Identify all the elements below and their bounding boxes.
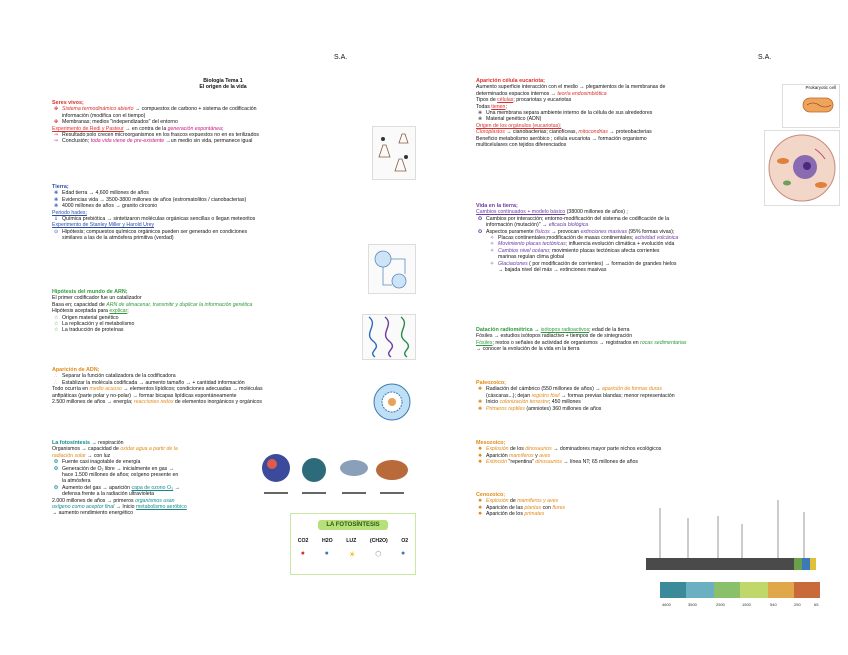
- subheading: Origen de los orgánulos (eucariotas);: [476, 122, 562, 129]
- bullet-icon: ✸: [478, 504, 483, 511]
- text: Beneficio metabolismo aeróbico ; célula eucariota → formación organismo: [476, 135, 647, 142]
- header-initials: S.A.: [758, 54, 772, 61]
- text: → línea NT; 65 millones de años: [563, 459, 638, 466]
- text: aparición de formas duras: [601, 386, 662, 393]
- text: información (mutación)" →: [486, 222, 548, 229]
- text: Primeros reptiles: [486, 405, 525, 412]
- text: medio acuoso: [89, 386, 122, 393]
- text: mamíferos: [509, 452, 534, 459]
- text: Datación radiométrica: [476, 327, 533, 333]
- text: ( por modificación de corrientes) → formación de grandes hielos: [529, 260, 677, 267]
- section-seres-vivos: Seres vivos; ✤ Sistema termodinámico abierto → compuestos de carbono + sistema de codificación información (modifica con el tiempo) ✤ Membranas; medios "independizados" del entorno Experimento de Redi y Pasteur → en contra de la generación espontánea; ⇒ Resultado;solo crecen microorganismos en los frascos expuestos no en es terilizados ⇒ Conclusión; toda vida viene de pre-existente →un medio sin vida, permanece igual: [52, 100, 372, 145]
- text: El primer codificador fue un catalizador: [52, 295, 142, 302]
- photosynthesis-card: [290, 513, 416, 575]
- equation: [291, 538, 415, 544]
- timeline-tick: 540: [770, 602, 777, 607]
- bullet-icon: ✹: [478, 452, 483, 459]
- timeline-tick: 3500: [688, 602, 697, 607]
- text: influencia evolución climática + evolución vida: [568, 241, 675, 248]
- right-page: [424, 0, 848, 655]
- text: → dominadores mayor parte nichos ecológicos: [553, 446, 662, 453]
- micelle-image: [372, 382, 412, 422]
- text: ; 450 millones: [548, 399, 581, 406]
- text: Aumento del gas → aparición: [62, 484, 131, 491]
- text: dinosaurios: [525, 446, 552, 453]
- text: (amniotes) 360 millones de años: [526, 405, 602, 412]
- text: físicos: [535, 228, 550, 235]
- text: metabolismo aeróbico: [135, 504, 187, 511]
- timeline-tick: 2500: [716, 602, 725, 607]
- section-heading: Tierra;: [52, 184, 69, 190]
- section-adn: [52, 367, 372, 405]
- text: La traducción de proteínas: [62, 327, 124, 334]
- text: capa de ozono O₃: [131, 484, 174, 491]
- text: Extinción: [486, 459, 508, 466]
- text: marinas regulan clima global: [498, 254, 565, 261]
- bullet-icon: ❂: [54, 484, 59, 491]
- section-heading: Cenozoico;: [476, 492, 506, 498]
- text: Origen material genético: [62, 314, 119, 321]
- text: mamíferos y aves: [517, 498, 559, 505]
- text: Tipos de: [476, 97, 496, 104]
- bullet-icon: ✧: [490, 241, 495, 248]
- text: Todo ocurría en: [52, 386, 89, 393]
- bullet-icon: ✧: [490, 247, 495, 254]
- text: Cambios continuados + modelo básico: [476, 209, 566, 216]
- text: similares a las de la atmósfera primitiva (verdad): [62, 235, 174, 242]
- text: "repentina": [508, 459, 534, 466]
- droplet-icon: ●: [324, 550, 329, 557]
- oxygen-icon: ●: [400, 550, 406, 557]
- text: ; restos o señales de actividad de organismos → registrados en: [492, 339, 639, 346]
- text: generación espontánea: [167, 125, 222, 132]
- text: eficacia biológica: [548, 222, 589, 229]
- page-title: [178, 78, 268, 91]
- text: extinciones masivas: [580, 228, 628, 235]
- text: mitocondrias: [578, 129, 608, 136]
- text: plantas: [524, 504, 542, 511]
- text: La fotosíntesis: [52, 440, 91, 446]
- text: Todas: [476, 103, 490, 110]
- text: → elementos lipídicos; condiciones adecuadas → moléculas: [123, 386, 263, 393]
- card-title: LA FOTOSÍNTESIS: [318, 520, 388, 530]
- text: → bajada nivel del más → extinciones masivas: [498, 267, 607, 274]
- text: → formas previas blandas; menor representación: [561, 392, 675, 399]
- bullet-icon: ✪: [478, 228, 483, 235]
- bullet-icon: ✧: [490, 235, 495, 242]
- section-vida-tierra: [476, 203, 794, 273]
- text: organismos usan: [135, 497, 175, 504]
- text: → Inicio: [115, 504, 135, 511]
- text: la atmósfera: [62, 478, 91, 485]
- bullet-icon: ☆: [54, 314, 59, 321]
- text: toda vida viene de pre-existente: [90, 138, 165, 145]
- text: → respiración: [91, 440, 124, 446]
- bullet-icon: ✹: [478, 459, 483, 466]
- text: (38000 millones de años) ;: [566, 209, 628, 216]
- geologic-timeline: [626, 488, 838, 608]
- bullet-icon: ❀: [478, 116, 483, 123]
- header-initials: S.A.: [334, 54, 348, 61]
- text: Movimiento placas tectónicas;: [498, 241, 568, 248]
- eq-term: CO2: [297, 538, 309, 544]
- bullet-icon: ❀: [478, 110, 483, 117]
- text: de los: [509, 446, 524, 453]
- bullet-icon: ❂: [54, 465, 59, 472]
- bullet-icon: ∴: [54, 379, 58, 386]
- eq-term: LUZ: [346, 538, 357, 544]
- dna-rna-image: [362, 314, 416, 360]
- title-line-2: El origen de la vida: [199, 84, 247, 91]
- eq-term: (CH2O): [369, 538, 388, 544]
- text: de elementos inorgánicos y orgánicos: [174, 399, 262, 406]
- eukaryotic-cell-image: [764, 130, 840, 206]
- text: información (modifica con el tiempo): [62, 112, 146, 119]
- text: determinados espacios internos →: [476, 90, 556, 97]
- text: anfipáticas (parte polar y no-polar) → formar bicapas lipídicas espontáneamente: [52, 392, 237, 399]
- text: oxígeno como aceptor final: [52, 504, 115, 511]
- section-paleozoico: [476, 380, 806, 412]
- text: Aspectos puramente: [486, 228, 534, 235]
- cells-illustration: [258, 440, 414, 504]
- text: ; edad de la tierra: [589, 327, 630, 333]
- section-tierra: [52, 184, 382, 242]
- text: con: [542, 504, 551, 511]
- text: Generación de O₂ libre → inicialmente en gas →: [62, 465, 174, 472]
- text: movimiento placas tectónicas afecta corrientes: [551, 247, 660, 254]
- eq-term: H2O: [321, 538, 333, 544]
- section-heading: Vida en la tierra;: [476, 203, 518, 209]
- text: células: [497, 97, 514, 104]
- timeline-tick: 1500: [742, 602, 751, 607]
- text: y: [535, 452, 538, 459]
- text: Radiación del cámbrico (550 millones de años) →: [486, 386, 601, 393]
- bullet-icon: ☆: [54, 321, 59, 328]
- text: 2.500 millones de años → energía;: [52, 399, 133, 406]
- text: →un medio sin vida, permanece igual: [165, 138, 253, 145]
- text: Separar la función catalizadora de la codificadora: [62, 373, 176, 380]
- section-cenozoico: [476, 492, 636, 518]
- text: Establizar la molécula codificada → aumento tamaño → + cantidad información: [62, 379, 245, 386]
- text: Cloroplastos: [476, 129, 505, 136]
- text: Fósiles → estudios isótopos radiactivo + tiempos de de sintegración: [476, 333, 633, 340]
- text: dinosaurios: [535, 459, 562, 466]
- text: Membranas; medios "independizados" del entorno: [62, 119, 178, 126]
- text: ; procariotas y eucariotas: [513, 97, 572, 104]
- text: tienen: [491, 103, 506, 110]
- text: Aparición: [486, 452, 508, 459]
- bullet-icon: ✤: [54, 106, 59, 113]
- text: teoría endosimbiótica: [557, 90, 607, 97]
- section-datacion: [476, 327, 806, 353]
- text: registro fósil: [531, 392, 560, 399]
- text: Aparición de los: [486, 511, 523, 518]
- text: oxidar agua a partir de la: [120, 446, 178, 453]
- text: multicelulares con tejidos diferenciados: [476, 142, 567, 149]
- bullet-icon: ✪: [478, 215, 483, 222]
- text: Sistema termodinámico abierto: [62, 106, 134, 113]
- text: → proteobacterias: [609, 129, 652, 136]
- text: primates: [524, 511, 545, 518]
- text: La replicación y el metabolismo: [62, 321, 135, 328]
- text: → en contra de la: [125, 125, 167, 132]
- section-heading: Aparición de ADN;: [52, 367, 100, 373]
- section-heading: Paleozoico;: [476, 380, 506, 386]
- miller-apparatus-image: [368, 244, 416, 294]
- text: → cianobacterias; cianofíceas,: [506, 129, 577, 136]
- section-mesozoico: [476, 440, 806, 466]
- title-line-1: Biología Tema 1: [203, 78, 243, 84]
- text: explicar: [109, 308, 128, 315]
- text: Placas continentales;modificación de masas continentales;: [498, 235, 634, 242]
- bullet-icon: ✺: [478, 405, 483, 412]
- text: hace 1.500 millones de años; oxígeno presente en: [62, 472, 179, 479]
- text: Explosión: [486, 446, 509, 453]
- section-heading: Seres vivos;: [52, 100, 84, 106]
- subheading: Periodo hades;: [52, 209, 87, 216]
- bullet-icon: ✧: [490, 260, 495, 267]
- text: →: [174, 484, 180, 491]
- sun-icon: ☀: [348, 550, 356, 559]
- text: Organismos → capacidad de: [52, 446, 119, 453]
- text: Una membrana separa ambiente interno de la célula de sus alrededores: [486, 110, 653, 117]
- bullet-icon: ⇓: [54, 216, 59, 223]
- text: Explosión: [486, 498, 509, 505]
- text: Glaciaciones: [498, 260, 528, 267]
- bullet-icon: ∴: [54, 373, 58, 380]
- section-heading: Hipótesis del mundo de ARN;: [52, 289, 128, 295]
- text: isótopos radioactivos: [540, 327, 590, 333]
- text: Inicio: [486, 399, 499, 406]
- bullet-icon: ❋: [54, 203, 59, 210]
- bullet-icon: ✺: [478, 399, 483, 406]
- text: Cambios por interacción; entorno-modificación del sistema de codificación de la: [486, 215, 670, 222]
- eq-term: O2: [401, 538, 409, 544]
- text: aves: [539, 452, 551, 459]
- text: Conclusión;: [62, 138, 90, 145]
- section-heading: Aparición célula eucariota;: [476, 78, 545, 84]
- section-arn: Hipótesis del mundo de ARN; El primer codificador fue un catalizador Basa en; capacidad de ARN de almacenar, transmitir y duplicar la información genética Hipótesis aceptada para explicar; ☆ Origen material genético ☆ La replicación y el metabolismo ☆ La traducción de proteínas: [52, 289, 372, 334]
- text: Hipótesis aceptada para: [52, 308, 108, 315]
- text: Resultado;solo crecen microorganismos en los frascos expuestos no en es terilizados: [62, 132, 259, 139]
- text: 2.000 millones de años → primeros: [52, 497, 134, 504]
- bullet-icon: ⊙: [54, 228, 59, 235]
- text: → aumento rendimiento energético: [52, 510, 134, 517]
- text: Fósiles: [476, 339, 493, 346]
- text: →: [534, 327, 540, 333]
- text: → compuestos de carbono + sistema de codificación: [134, 106, 257, 113]
- text: ARN de almacenar, transmitir y duplicar la información genética: [106, 301, 253, 308]
- text: 4000 millones de años → granito circonio: [62, 203, 158, 210]
- text: (95% formas vivas);: [628, 228, 675, 235]
- text: Material genético (ADN): [486, 116, 542, 123]
- bullet-icon: ✹: [478, 446, 483, 453]
- text: → con luz: [87, 452, 111, 459]
- text: rocas sedimentarias: [640, 339, 687, 346]
- bullet-icon: ⇒: [54, 138, 59, 145]
- bullet-icon: ⇒: [54, 132, 59, 139]
- bullet-icon: ✸: [478, 511, 483, 518]
- text: de: [509, 498, 516, 505]
- text: radiación solar: [52, 452, 86, 459]
- timeline-tick: 250: [794, 602, 801, 607]
- bullet-icon: ✺: [478, 386, 483, 393]
- text: → conocer la evolución de la vida en la tierra: [476, 346, 580, 353]
- text: flores: [552, 504, 566, 511]
- section-fotosintesis: [52, 440, 257, 517]
- text: actividad volcánica: [634, 235, 679, 242]
- section-heading: Mesozoico;: [476, 440, 506, 446]
- text: Química prebiótica → sintetizaron moléculas orgánicas sencillas o llegan meteoritos: [62, 216, 256, 223]
- text: defensa frente a la radiación ultravioleta: [62, 491, 154, 498]
- text: colonización terrestre: [499, 399, 549, 406]
- text: reacciones redox: [133, 399, 174, 406]
- subheading: Experimento de Stanley Miller y Harold Urey: [52, 222, 155, 229]
- bullet-icon: ❋: [54, 190, 59, 197]
- timeline-tick: 4600: [662, 602, 671, 607]
- bullet-icon: ❂: [54, 459, 59, 466]
- text: Aparición de las: [486, 504, 523, 511]
- bullet-icon: ✸: [478, 498, 483, 505]
- sugar-icon: ⬡: [375, 551, 382, 558]
- text: Aumento superficie interacción con el medio → plegamientos de la membranas de: [476, 84, 666, 91]
- text: Cambios nivel océano;: [498, 247, 551, 254]
- text: (cáscaras...); dejan: [486, 392, 531, 399]
- image-label: Prokaryotic cell: [805, 85, 836, 90]
- text: → provocan: [551, 228, 580, 235]
- text: Fuente casi inagotable de energía: [62, 459, 141, 466]
- bullet-icon: ✤: [54, 119, 59, 126]
- bullet-icon: ☆: [54, 327, 59, 334]
- equation-icons: [291, 550, 415, 559]
- text: Hipótesis; compuestos químicos orgánicos pueden ser generado en condiciones: [62, 228, 248, 235]
- text: Edad tierra → 4,600 millones de años: [62, 190, 149, 197]
- timeline-tick: 65: [814, 602, 819, 607]
- text: Basa en; capacidad de: [52, 301, 105, 308]
- bullet-icon: ❋: [54, 196, 59, 203]
- text: Evidencias vida → 3500-3800 millones de años (estromatolitos / cianobacterias): [62, 196, 247, 203]
- molecule-icon: ●: [300, 550, 306, 557]
- section-eucariota: Aparición célula eucariota; Aumento superficie interacción con el medio → plegamientos de la membranas de determinados espacios internos → teoría endosimbiótica Tipos de células; procariotas y eucariotas Todas tienen; ❀ Una membrana separa ambiente interno de la célula de sus alrededores ❀ Material genético (ADN) Origen de los orgánulos (eucariotas); Cloroplastos → cianobacterias; cianofíceas, mitocondrias → proteobacterias Beneficio metabolismo aeróbico ; célula eucariota → formación organismo multicelulares con tejidos diferenciados: [476, 78, 781, 148]
- prokaryotic-cell-image: [782, 84, 840, 128]
- flasks-image: [372, 126, 416, 180]
- text: Experimento de Redi y Pasteur: [52, 125, 124, 132]
